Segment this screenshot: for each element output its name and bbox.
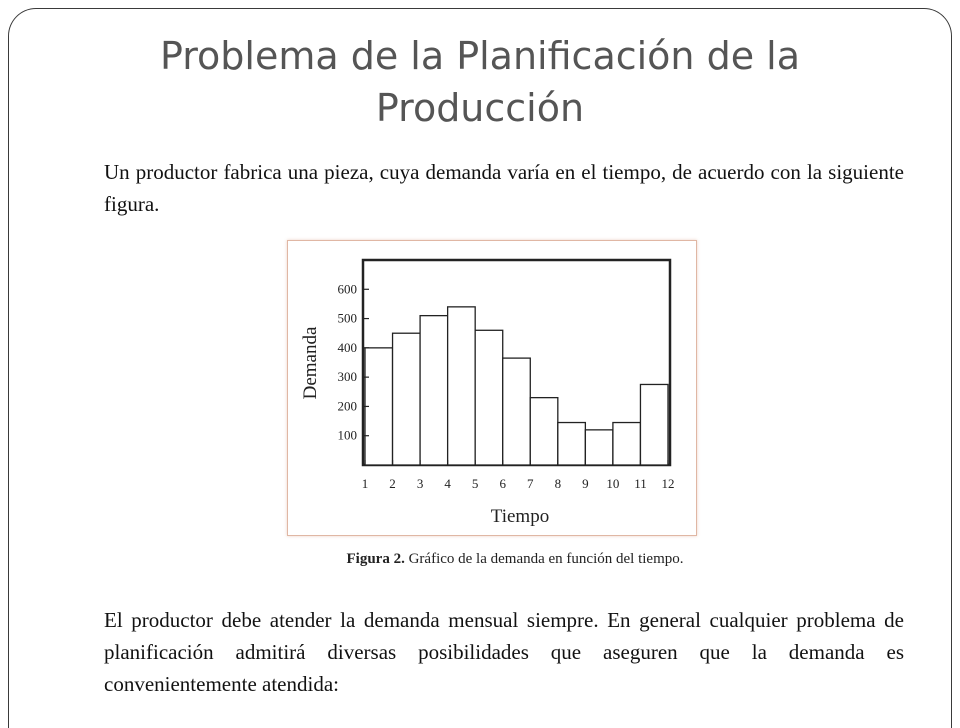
x-tick-label-9: 9 — [582, 476, 589, 491]
bar-6 — [503, 358, 531, 465]
x-tick-label-6: 6 — [499, 476, 506, 491]
y-tick-label-200: 200 — [337, 398, 357, 414]
caption-text: Gráfico de la demanda en función del tiempo. — [408, 551, 684, 567]
x-tick-label-4: 4 — [444, 476, 451, 491]
caption-label: Figura 2. — [346, 551, 405, 567]
bar-2 — [393, 333, 421, 465]
x-tick-label-2: 2 — [389, 476, 396, 491]
demand-chart-figure — [287, 240, 697, 536]
y-axis-label: Demanda — [300, 326, 321, 400]
bar-10 — [613, 423, 641, 465]
y-tick-label-400: 400 — [337, 339, 357, 355]
x-tick-label-10: 10 — [606, 476, 620, 491]
bar-1 — [365, 348, 393, 465]
bar-8 — [558, 423, 586, 465]
y-tick-label-300: 300 — [337, 369, 357, 385]
x-tick-label-7: 7 — [527, 476, 534, 491]
x-tick-label-5: 5 — [471, 476, 479, 491]
x-tick-label-11: 11 — [634, 476, 647, 491]
bar-11 — [640, 384, 668, 465]
intro-paragraph: Un productor fabrica una pieza, cuya demanda varía en el tiempo, de acuerdo con la siguiente figura. — [104, 160, 904, 216]
bar-3 — [420, 316, 448, 465]
bar-5 — [475, 330, 503, 465]
y-tick-label-600: 600 — [337, 281, 357, 297]
x-tick-label-1: 1 — [361, 476, 369, 491]
slide-title: Problema de la Planificación de la Producción — [159, 34, 801, 130]
bar-9 — [585, 430, 613, 465]
x-tick-label-3: 3 — [416, 476, 424, 491]
x-tick-label-12: 12 — [661, 476, 675, 491]
figure-caption — [287, 551, 743, 568]
x-tick-label-8: 8 — [554, 476, 562, 491]
demand-bar-chart — [288, 241, 698, 537]
y-tick-label-500: 500 — [337, 310, 357, 326]
closing-paragraph: El productor debe atender la demanda mensual siempre. En general cualquier problema de planificación admitirá diversas posibilidades que aseguren que la demanda es convenientemente atendida: — [104, 608, 904, 696]
x-axis-label: Tiempo — [490, 506, 550, 527]
y-tick-label-100: 100 — [337, 427, 357, 443]
bar-7 — [530, 398, 558, 465]
bar-4 — [448, 307, 476, 465]
